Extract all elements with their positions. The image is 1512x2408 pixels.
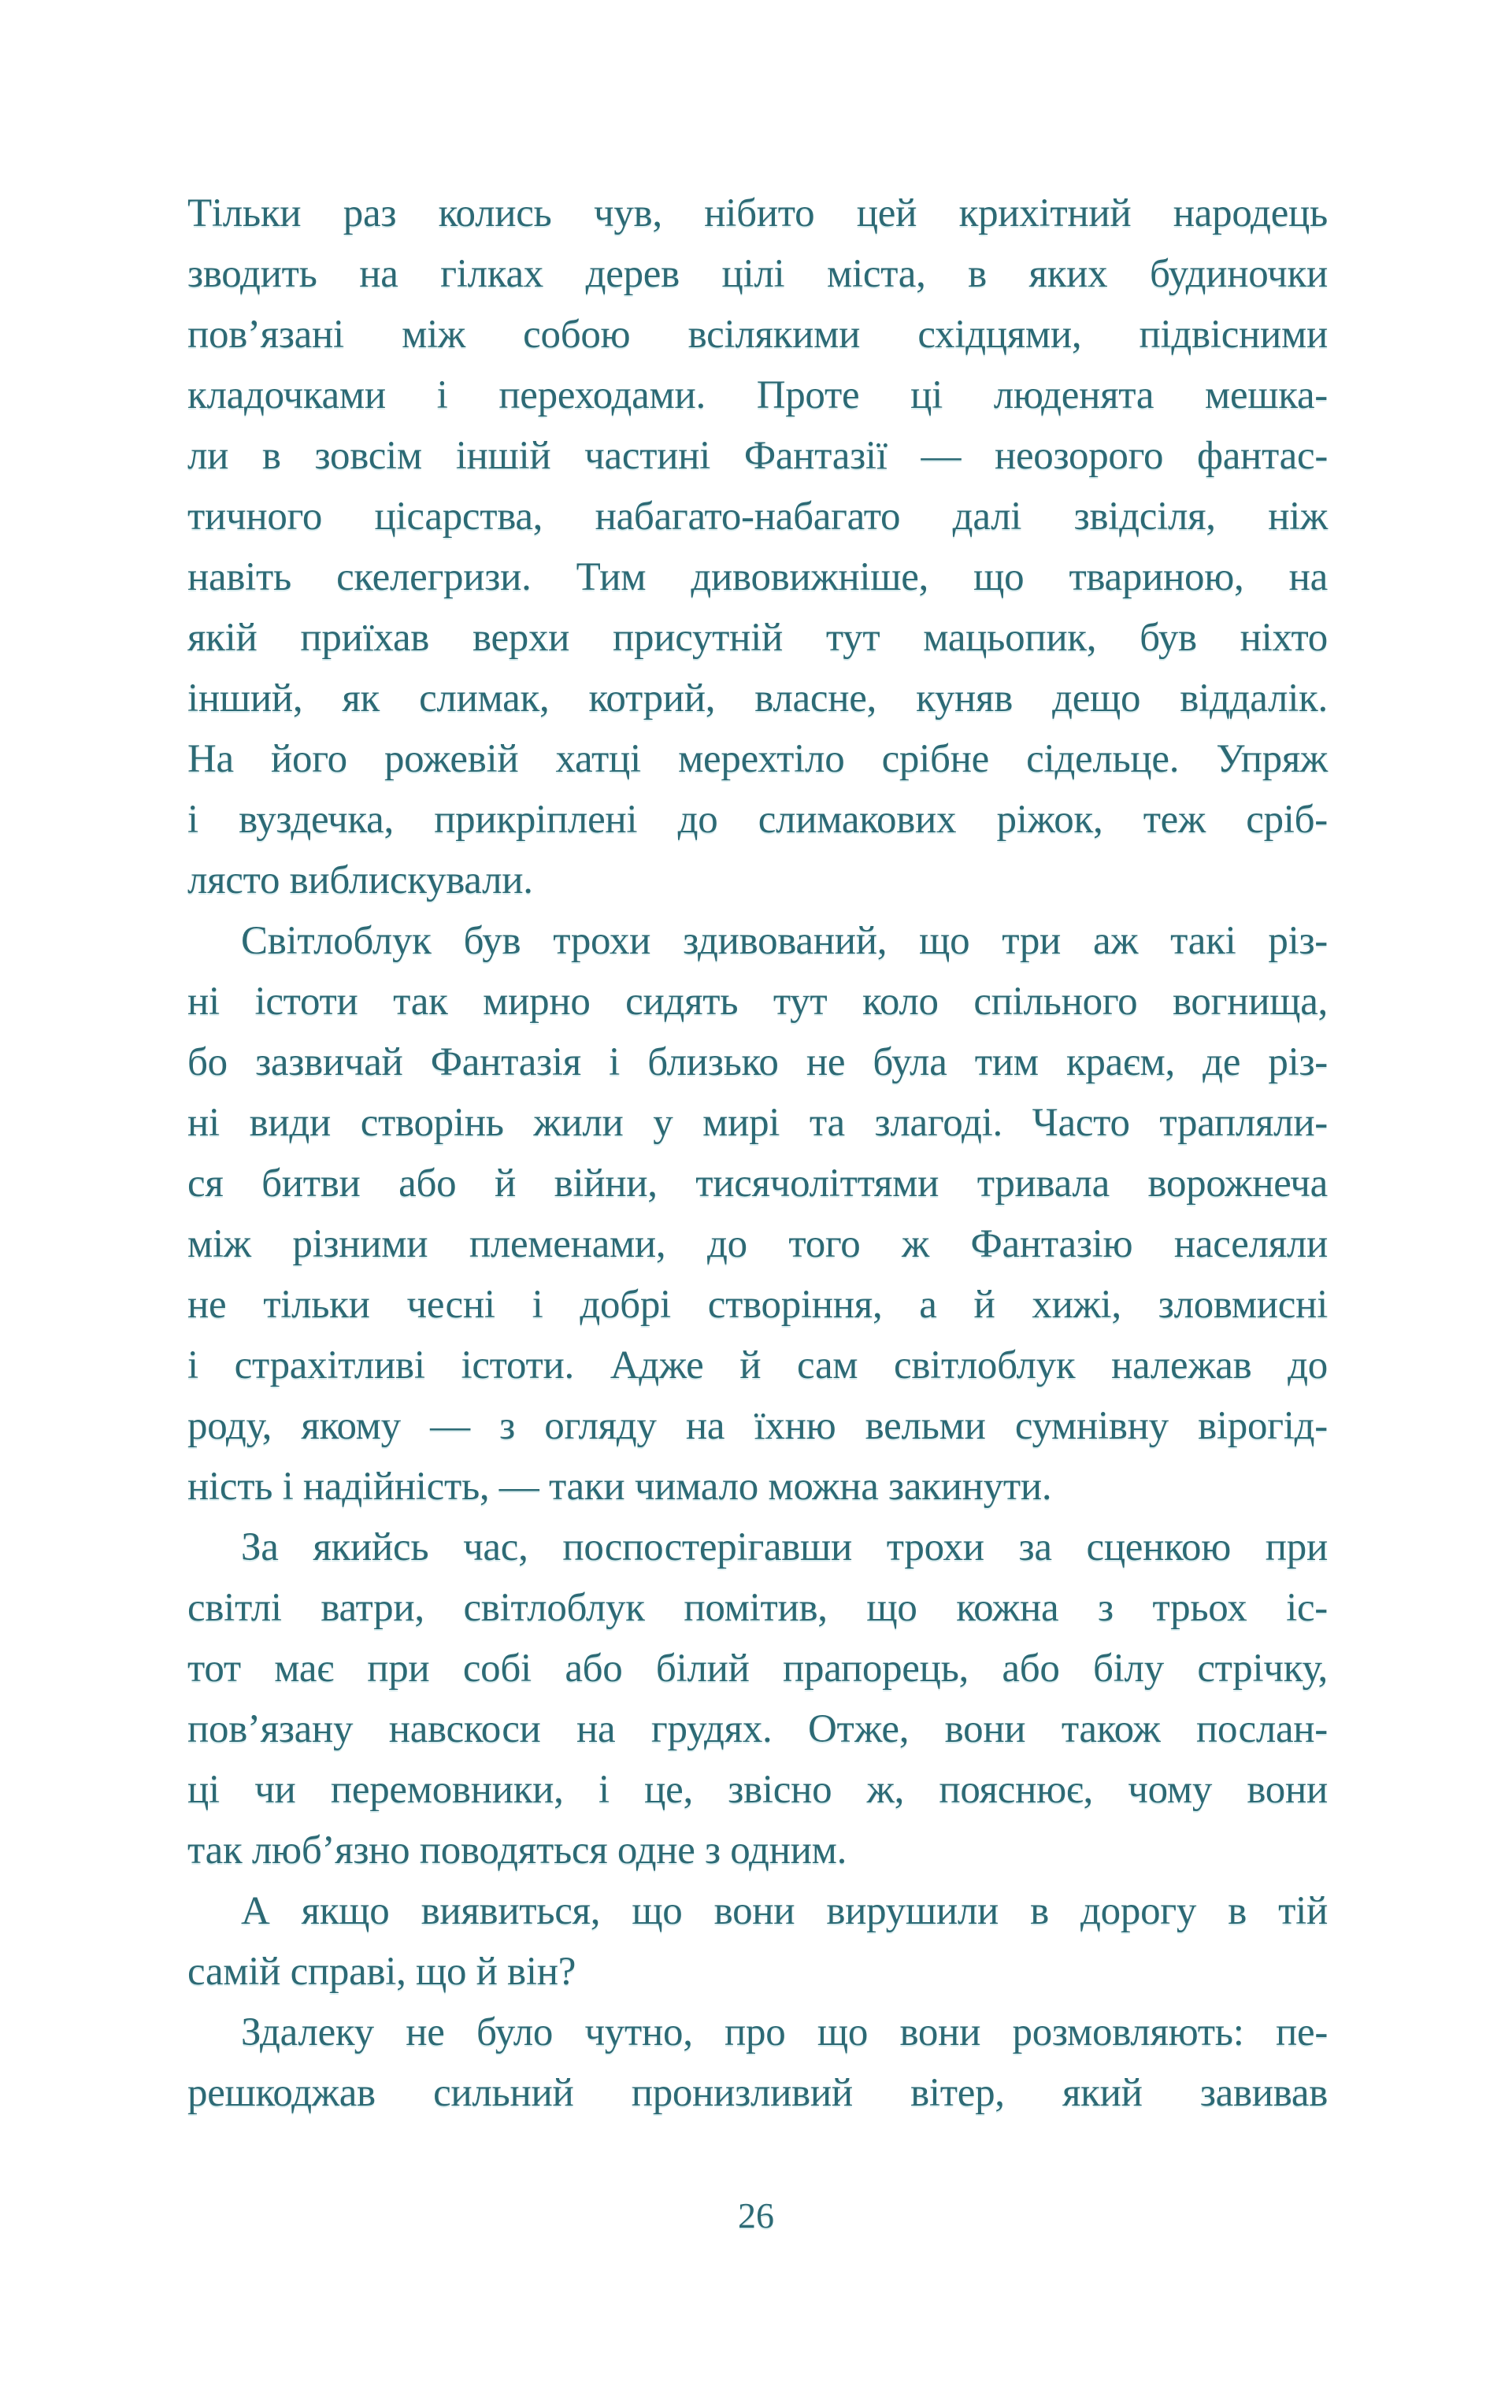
paragraph-2 [187,911,1328,1517]
text-line: На його рожевій хатці мерехтіло срібне сідельце. Упряж [187,737,1328,781]
page-number: 26 [738,2195,774,2236]
text-line: зводить на гілках дерев цілі міста, в яких будиночки [187,252,1328,296]
text-line: Здалеку не було чутно, про що вони розмовляють: пе- [241,2010,1328,2054]
text-line: і страхітливі істоти. Адже й сам світлоблук належав до [187,1343,1328,1387]
paragraph-4 [187,1881,1328,2002]
text-line: навіть скелегризи. Тим дивовижніше, що твариною, на [187,555,1328,599]
text-line: Світлоблук був трохи здивований, що три аж такі різ- [241,919,1328,963]
text-line: решкоджав сильний пронизливий вітер, який завивав [187,2071,1328,2115]
text-line: ся битви або й війни, тисячоліттями тривала ворожнеча [187,1161,1328,1206]
text-line: ні види створінь жили у мирі та злагоді. Часто трапляли- [187,1101,1328,1145]
text-line: ність і надійність, — таки чимало можна закинути. [187,1465,1052,1509]
text-line: пов’язану навскоси на грудях. Отже, вони також послан- [187,1707,1328,1751]
text-line: Тільки раз колись чув, нібито цей крихітний народець [187,191,1328,235]
text-line: так люб’язно поводяться одне з одним. [187,1828,847,1873]
text-line: не тільки чесні і добрі створіння, а й хижі, зловмисні [187,1283,1328,1327]
page-text [187,183,1328,2124]
text-line: ці чи перемовники, і це, звісно ж, пояснює, чому вони [187,1768,1328,1812]
text-line: і вуздечка, прикріплені до слимакових ріжок, теж сріб- [187,798,1328,842]
text-line: тичного цісарства, набагато-набагато далі звідсіля, ніж [187,495,1328,539]
text-line: якій приїхав верхи присутній тут мацьопик, був ніхто [187,616,1328,660]
text-line: бо зазвичай Фантазія і близько не була тим краєм, де різ- [187,1040,1328,1084]
paragraph-3 [187,1517,1328,1881]
paragraph-5 [187,2002,1328,2124]
text-line: За якийсь час, поспостерігавши трохи за сценкою при [241,1525,1328,1569]
text-line: кладочками і переходами. Проте ці люденята мешка- [187,373,1328,417]
text-line: тот має при собі або білий прапорець, або білу стрічку, [187,1647,1328,1691]
text-line: А якщо виявиться, що вони вирушили в дорогу в тій [241,1889,1328,1933]
text-line: самій справі, що й він? [187,1950,576,1994]
text-line: інший, як слимак, котрий, власне, куняв дещо віддалік. [187,676,1328,721]
text-line: світлі ватри, світлоблук помітив, що кожна з трьох іс- [187,1586,1328,1630]
paragraph-1 [187,183,1328,911]
text-line: ні істоти так мирно сидять тут коло спільного вогнища, [187,980,1328,1024]
text-line: між різними племенами, до того ж Фантазію населяли [187,1222,1328,1266]
text-line: лясто виблискували. [187,858,533,902]
text-line: ли в зовсім іншій частині Фантазії — неозорого фантас- [187,434,1328,478]
text-line: роду, якому — з огляду на їхню вельми сумнівну вірогід- [187,1404,1328,1448]
text-line: пов’язані між собою всілякими східцями, підвісними [187,313,1328,357]
